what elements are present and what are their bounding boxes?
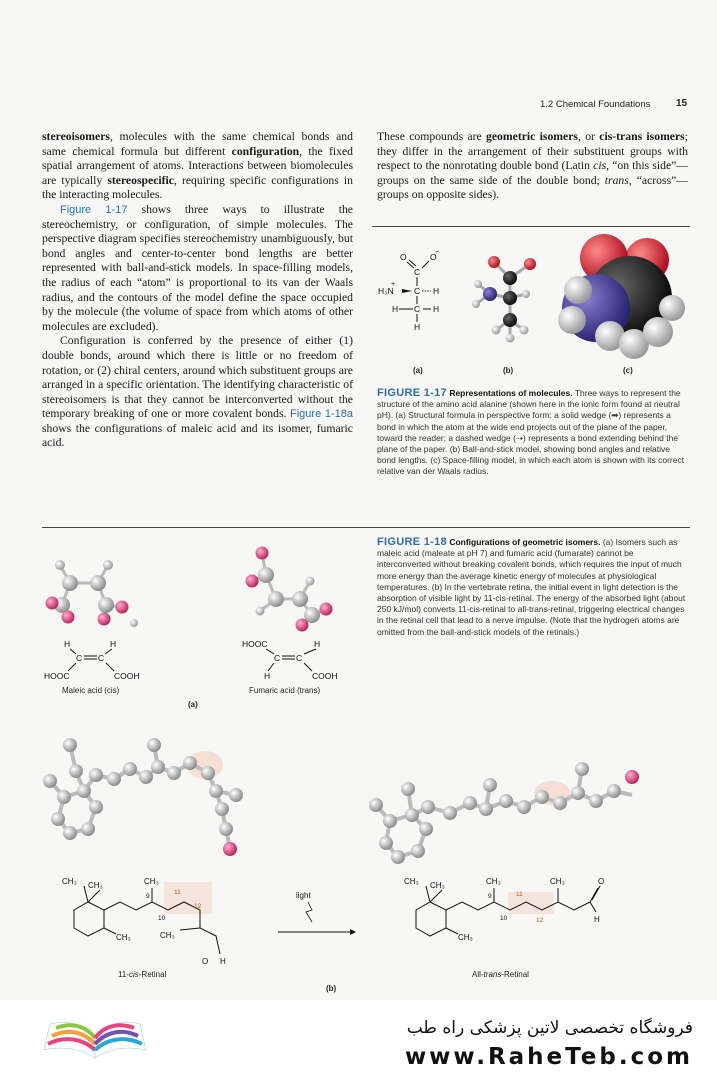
figure-1-17-caption [377,388,689,478]
svg-text:H: H [314,639,321,649]
text-run: configuration [231,144,300,158]
trans-ch3-c: CH₃ [458,933,473,942]
retinal-formulas-art [60,870,620,970]
figure-1-17-rule [372,226,690,227]
figure-1-17-art [372,228,690,388]
running-header [540,98,688,110]
text-run: trans [604,173,629,187]
trans-ch3-d: CH₃ [486,877,501,886]
svg-text:H: H [594,915,600,924]
left-column [42,130,353,451]
fumaric-formula [242,639,338,681]
text-run: , the fixed spatial arrangement of atoms. Interactions between biomolecules are typically [42,144,354,187]
cis-ch3-a: CH₃ [62,877,77,886]
svg-text:−: − [435,249,440,256]
figure-reference: Figure 1-17 [60,203,128,216]
svg-text:11: 11 [516,891,523,898]
figure-1-18-label-a: (a) [188,700,198,709]
svg-text:COOH: COOH [312,671,338,681]
right-paragraph-1 [377,130,688,203]
figure-1-18-caption-text: (a) Isomers such as maleic acid (maleate at pH 7) and fumaric acid (fumarate) cannot be interconverted without breaking covalent bonds, which requires the input of much more energy than the average kinetic energy of molecules at physiological temperatures. (b) In the vertebrate retina, the initial event in light detection is the absorption of visible light by 11-cis-retinal. The energy of the absorbed light (about 250 kJ/mol) converts 11-cis-retinal to all-trans-retinal, triggering electrical changes in the retinal cell that lead to a nerve impulse. (Note that the hydrogen atoms are omitted from the ball-and-stick models of the retinals.) [377,537,686,637]
formula-h-alpha: H [433,286,440,296]
svg-text:+: + [391,281,396,288]
svg-text:12: 12 [536,917,544,924]
svg-text:C: C [274,653,281,663]
svg-text:HOOC: HOOC [242,639,268,649]
header-section: 1.2 Chemical Foundations [540,99,651,110]
cis-ch3-b: CH₃ [88,881,103,890]
svg-text:10: 10 [158,915,166,922]
formula-h-bottom: H [414,322,421,332]
formula-c-methyl: C [414,304,421,314]
figure-reference: Figure 1-18a [290,408,353,421]
store-banner [0,1000,717,1080]
formula-c-carboxyl: C [414,267,421,277]
svg-text:C: C [296,653,303,663]
trans-ch3-b: CH₃ [430,881,445,890]
formula-c-alpha: C [414,286,421,296]
formula-h-right: H [433,304,440,314]
maleic-formula [44,639,140,681]
text-run: , requiring specific configurations in the interacting molecules. [42,173,353,202]
svg-text:H: H [264,671,271,681]
cis-ch3-c: CH₃ [116,933,131,942]
trans-retinal-label: All-trans-Retinal [472,970,529,979]
text-run: , molecules with the same chemical bonds and same chemical formula but different [42,130,353,158]
figure-1-17-caption-text: Three ways to represent the structure of the amino acid alanine (shown here in the ionic form found at neutral pH). (a) Structural formula in perspective form: a solid wedge (➡) represents a bond in which the atom at the wide end projects out of the plane of the paper, toward the reader; a dashed wedge (⇢) represents a bond extending behind the plane of the paper. (b) Ball-and-stick model, showing bond angles and relative bond lengths. (c) Space-filling model, in which each atom is shown with its correct relative van der Waals radius. [377,388,685,477]
left-paragraph-3 [42,334,353,451]
figure-1-18-caption [377,537,689,638]
formula-h3n: H₃N [378,286,394,296]
text-run: , “across”—groups on opposite sides). [377,173,688,202]
alanine-structural-formula [378,249,439,332]
trans-ch3-a: CH₃ [404,877,419,886]
text-run: , “on this side”—groups on the same side of the double bond; [377,159,689,187]
text-run: cis [593,159,607,173]
cis-ch3-e: CH₃ [160,931,175,940]
svg-text:9: 9 [488,893,492,900]
text-run: , or [577,130,600,143]
figure-1-18a-art [30,535,370,705]
svg-text:H: H [220,957,226,966]
fumaric-acid-label: Fumaric acid (trans) [249,686,321,695]
text-run: Configuration is conferred by the presence of either (1) double bonds, around which there is little or no freedom of rotation, or (2) chiral centers, around which substituent groups are arranged in a specific orientation. The identifying characteristic of stereoisomers is that they cannot be interconverted without the temporary breaking of one or more covalent bonds. [42,334,353,421]
svg-text:11: 11 [174,889,181,896]
svg-text:H: H [64,639,71,649]
fumaric-ball-and-stick [246,547,333,632]
page-number: 15 [676,98,688,109]
store-name: فروشگاه تخصصی لاتین پزشکی راه طب [406,1018,693,1038]
formula-h-left: H [392,304,399,314]
svg-text:O: O [598,877,605,886]
text-run: cis-trans isomers [599,130,685,143]
open-book-logo-icon [40,1014,150,1064]
text-run: ; they differ in the arrangement of their substituent groups with respect to the nonrotating double bond (Latin [377,130,688,173]
alanine-space-filling [558,234,685,359]
text-run: stereospecific [107,173,174,187]
light-arrow [278,891,356,935]
formula-o-top: O [400,252,407,262]
figure-1-17-label-b: (b) [503,366,514,375]
figure-1-17-title: Representations of molecules. [449,388,573,398]
svg-text:10: 10 [500,915,508,922]
svg-text:COOH: COOH [114,671,140,681]
svg-text:HOOC: HOOC [44,671,70,681]
formula-o-minus: O [430,252,437,262]
figure-1-18-rule [42,527,690,528]
alanine-ball-and-stick [472,256,536,343]
light-label: light [296,891,311,900]
figure-1-17-label-a: (a) [413,366,423,375]
svg-text:H: H [110,639,117,649]
maleic-acid-label: Maleic acid (cis) [62,686,120,695]
maleic-ball-and-stick [46,560,139,627]
text-run: shows the configurations of maleic acid and its isomer, fumaric acid. [42,421,353,450]
svg-text:9: 9 [146,893,150,900]
figure-1-17-label-c: (c) [623,366,633,375]
figure-1-18-label-b: (b) [326,984,337,993]
trans-ch3-e: CH₃ [550,877,565,886]
store-website: www.RaheTeb.com [404,1044,693,1070]
left-paragraph-2 [42,203,353,334]
trans-retinal-model [369,762,639,864]
text-run: stereoisomers [42,130,110,143]
retinal-ball-and-stick-art [30,725,670,870]
text-run: These compounds are [377,130,487,143]
svg-text:C: C [76,653,83,663]
text-run: shows three ways to illustrate the stereochemistry, or configuration, of simple molecules. The perspective diagram specifies stereochemistry unambiguously, but bond angles and center-to-center bond lengths are better represented with ball-and-stick models. In space-filling models, the radius of each “atom” is proportional to its van der Waals radius, and the contours of the model define the space occupied by the molecule (the volume of space from which atoms of other molecules are excluded). [42,202,353,333]
right-column [377,130,688,203]
svg-text:12: 12 [194,903,202,910]
cis-retinal-label: 11-cis-Retinal [118,970,167,979]
figure-1-18-title: Configurations of geometric isomers. [449,537,601,547]
svg-text:C: C [98,653,105,663]
text-run: geometric isomers [486,130,578,143]
cis-ch3-d: CH₃ [144,877,159,886]
left-paragraph-1 [42,130,353,203]
svg-text:O: O [202,957,209,966]
figure-1-18-number: FIGURE 1-18 [377,536,447,548]
figure-1-17-number: FIGURE 1-17 [377,387,447,399]
